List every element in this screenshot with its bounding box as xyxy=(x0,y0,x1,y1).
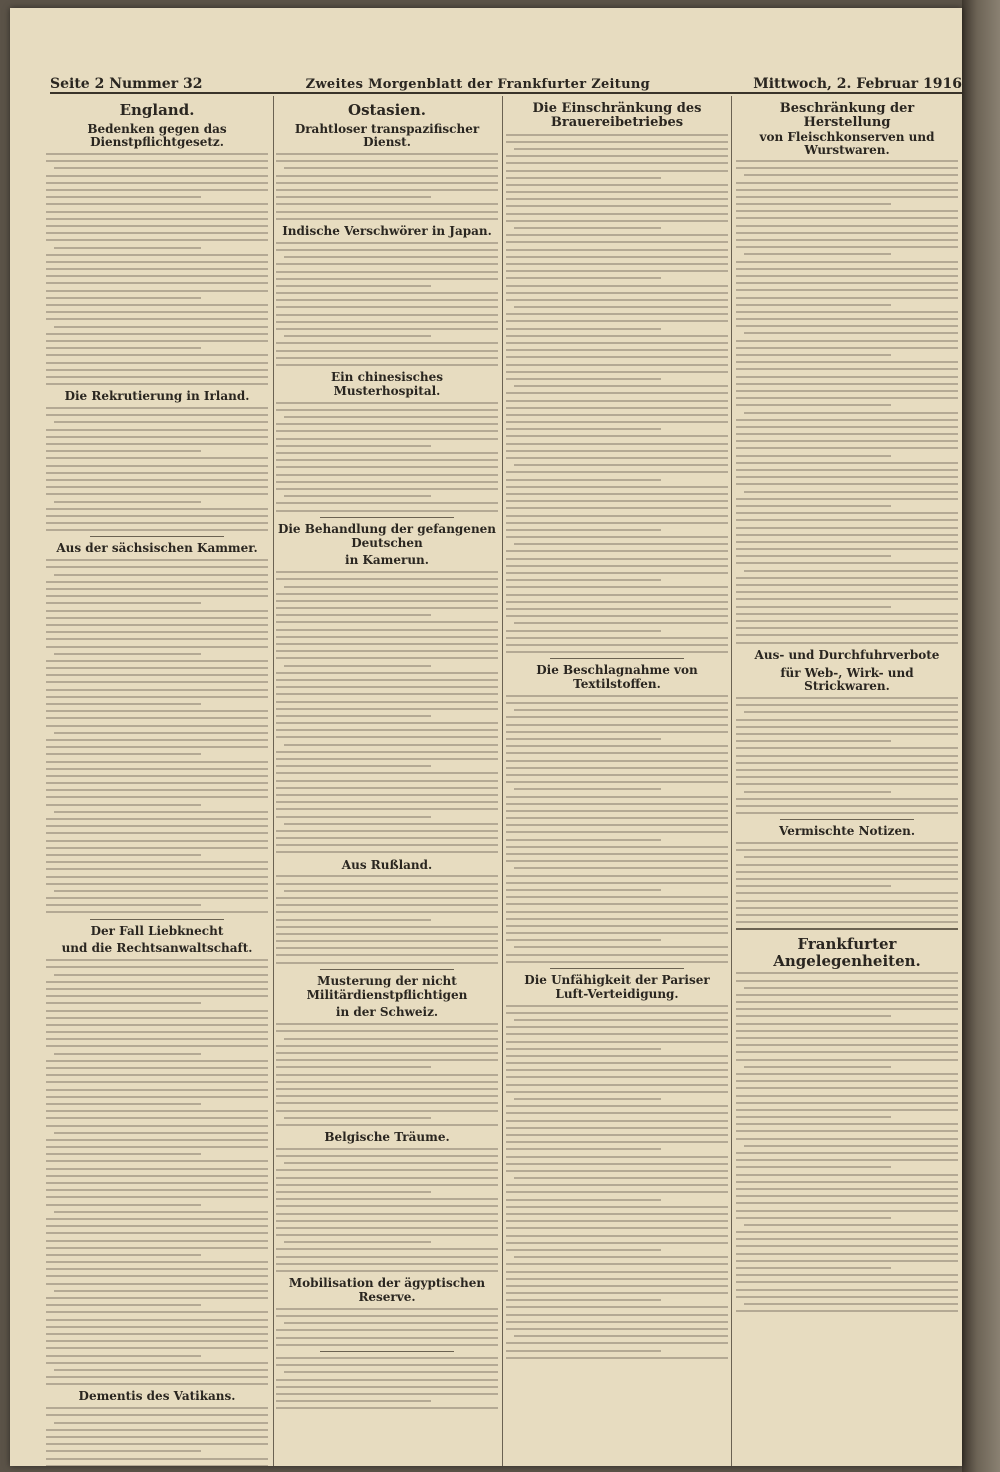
column-3 xyxy=(506,96,728,1466)
divider xyxy=(780,819,913,820)
article-body xyxy=(736,972,958,1312)
article-body xyxy=(276,875,498,963)
section-title-england: England. xyxy=(119,101,195,119)
article-body xyxy=(276,1357,498,1409)
divider xyxy=(550,658,683,659)
section-subtitle-fleisch: von Fleischkonserven und Wurstwaren. xyxy=(759,129,935,157)
divider xyxy=(320,969,453,970)
column-1 xyxy=(46,96,268,1466)
article-body xyxy=(736,697,958,814)
article-headline: Aus- und Durchfuhrverbote xyxy=(754,647,940,662)
divider xyxy=(550,968,683,969)
article-headline: Bedenken gegen das Dienstpflichtgesetz. xyxy=(87,121,227,150)
article-body xyxy=(276,1308,498,1346)
article-body xyxy=(46,959,268,1385)
article-body xyxy=(276,571,498,853)
article-headline: Mobilisation der ägyptischen Reserve. xyxy=(288,1276,486,1305)
article-body xyxy=(276,1023,498,1126)
article-body xyxy=(506,134,728,654)
column-rule xyxy=(731,96,732,1466)
article-headline: Drahtloser transpazifischer Dienst. xyxy=(294,121,480,150)
article-headline: Aus Rußland. xyxy=(341,857,433,872)
article-headline: Vermischte Notizen. xyxy=(779,824,915,839)
article-body xyxy=(46,407,268,531)
article-headline: in Kamerun. xyxy=(345,553,429,568)
article-headline: Die Rekrutierung in Irland. xyxy=(64,389,250,404)
article-headline: Indische Verschwörer in Japan. xyxy=(282,223,492,238)
article-headline: Die Behandlung der gefangenen Deutschen xyxy=(277,521,497,550)
article-headline: Der Fall Liebknecht xyxy=(90,923,224,938)
column-4 xyxy=(736,96,958,1466)
header-page-number: Seite 2 Nummer 32 xyxy=(50,76,203,92)
newspaper-page xyxy=(10,8,962,1466)
section-title-frankfurt: Frankfurter Angelegenheiten. xyxy=(773,935,921,970)
article-headline: Ein chinesisches Musterhospital. xyxy=(330,370,444,398)
article-headline: Musterung der nicht Militärdienstpflichtigen xyxy=(306,973,468,1002)
article-body xyxy=(276,402,498,512)
article-body xyxy=(276,1148,498,1272)
section-title-brauerei: Die Einschränkung des Brauereibetriebes xyxy=(532,101,702,131)
article-headline: Die Beschlagnahme von Textilstoffen. xyxy=(536,663,698,692)
article-headline: Aus der sächsischen Kammer. xyxy=(56,541,258,556)
column-2 xyxy=(276,96,498,1466)
article-body xyxy=(736,160,958,644)
column-rule xyxy=(502,96,503,1466)
article-body xyxy=(46,1407,268,1466)
section-title-fleisch: Beschränkung der Herstellung xyxy=(779,101,915,131)
article-body xyxy=(276,153,498,220)
article-headline: Die Unfähigkeit der Pariser Luft-Verteidigung. xyxy=(524,973,710,1001)
divider xyxy=(736,928,958,930)
article-body xyxy=(506,695,728,963)
article-body xyxy=(46,153,268,385)
article-headline: Dementis des Vatikans. xyxy=(78,1389,236,1404)
article-headline: und die Rechtsanwaltschaft. xyxy=(61,941,253,956)
article-body xyxy=(276,242,498,366)
header-date: Mittwoch, 2. Februar 1916 xyxy=(753,76,962,92)
article-body xyxy=(506,1005,728,1359)
article-body xyxy=(736,842,958,923)
divider xyxy=(90,536,223,537)
divider xyxy=(320,517,453,518)
divider xyxy=(320,1351,453,1352)
divider xyxy=(90,919,223,920)
article-headline: Belgische Träume. xyxy=(324,1130,450,1145)
article-headline: für Web-, Wirk- und Strickwaren. xyxy=(780,665,914,694)
section-title-ostasien: Ostasien. xyxy=(348,101,426,119)
book-binding-edge xyxy=(962,0,1000,1472)
article-headline: in der Schweiz. xyxy=(335,1005,439,1020)
column-rule xyxy=(273,96,274,1466)
article-body xyxy=(46,559,268,913)
header-masthead: Zweites Morgenblatt der Frankfurter Zeitung xyxy=(305,77,650,92)
page-header xyxy=(50,70,962,94)
